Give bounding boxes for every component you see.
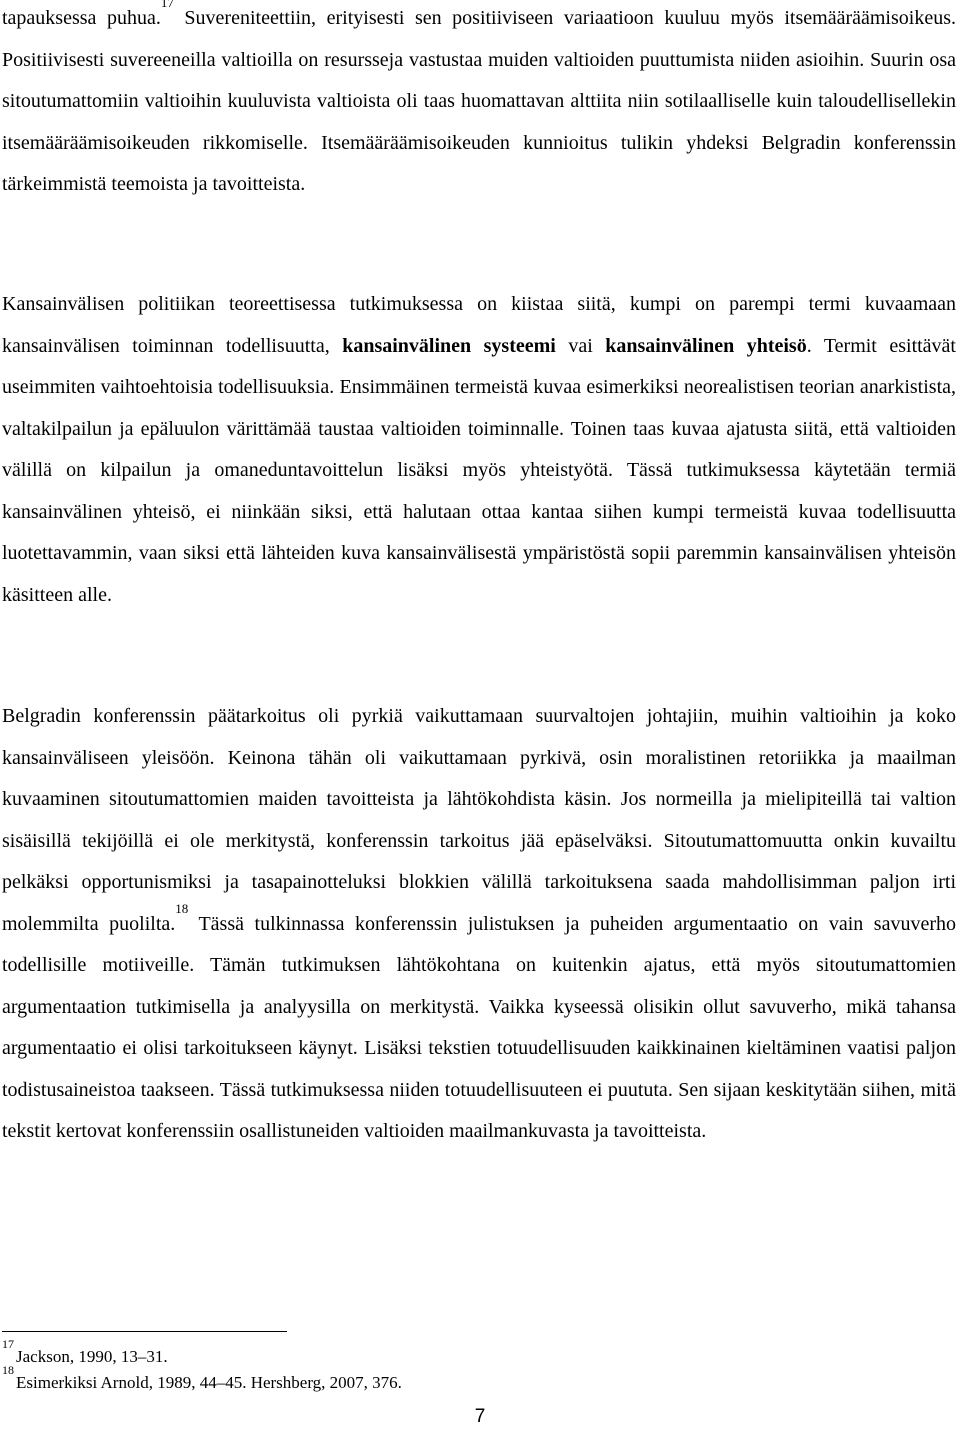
paragraph-text: Suvereniteettiin, erityisesti sen positiiviseen variaatioon kuuluu myös itsemääräämisoikeus. Positiivisesti suvereeneilla valtioilla on resursseja vastustaa muiden valtioiden puuttumista niiden asioihin. Suurin osa sitoutumattomiin valtioihin kuuluvista valtioista oli taas huomattavan alttiita niin sotilaalliselle kuin taloudellisellekin itsemääräämisoikeuden rikkomiselle. Itsemääräämisoikeuden kunnioitus tulikin yhdeksi Belgradin konferenssin tärkeimmistä teemoista ja tavoitteista. (2, 7, 956, 195)
footnote-reference-18[interactable]: 18 (175, 900, 189, 916)
paragraph-text: Tässä tulkinnassa konferenssin julistuksen ja puheiden argumentaatio on vain savuverho todellisille motiiveille. Tämän tutkimuksen lähtökohtana on kuitenkin ajatus, että myös sitoutumattomien argumentaation tutkimisella ja analyysilla on merkitystä. Vaikka kyseessä olisikin ollut savuverho, mikä tahansa argumentaatio ei olisi tarkoitukseen käynyt. Lisäksi tekstien totuudellisuuden kaikkinainen kieltäminen vaatisi paljon todistusaineistoa taakseen. Tässä tutkimuksessa niiden totuudellisuuteen ei puututa. Sen sijaan keskitytään siihen, mitä tekstit kertovat konferenssiin osallistuneiden valtioiden maailmankuvasta ja tavoitteista. (2, 912, 956, 1142)
footnote-text: Jackson, 1990, 13–31. (16, 1347, 168, 1366)
bold-term-international-system: kansainvälinen systeemi (342, 334, 556, 357)
paragraph-text: vai (555, 334, 606, 357)
page-number: 7 (474, 1406, 486, 1427)
footnote-17 (2, 1337, 402, 1370)
body-paragraph-1 (2, 0, 956, 206)
footnote-number: 18 (2, 1363, 14, 1378)
paragraph-text: Kansainvälisen politiikan teoreettisessa tutkimuksessa on kiistaa siitä, kumpi on parempi termi kuvaamaan kansainvälisen toiminnan todellisuutta, (2, 293, 956, 357)
footnotes (2, 1337, 402, 1396)
footnote-number: 17 (2, 1337, 14, 1352)
footnote-reference-17[interactable]: 17 (160, 0, 174, 11)
body-paragraph-2 (2, 284, 956, 616)
paragraph-text: tapauksessa puhua. (2, 7, 161, 29)
footnote-18 (2, 1363, 402, 1396)
bold-term-international-community: kansainvälinen yhteisö (605, 334, 807, 357)
body-paragraph-3 (2, 696, 956, 1153)
footnote-text: Esimerkiksi Arnold, 1989, 44–45. Hershberg, 2007, 376. (16, 1373, 402, 1392)
paragraph-text: Belgradin konferenssin päätarkoitus oli pyrkiä vaikuttamaan suurvaltojen johtajiin, muihin valtioihin ja koko kansainväliseen yleisöön. Keinona tähän oli vaikuttamaan pyrkivä, osin moralistinen retoriikka ja maailman kuvaaminen sitoutumattomien maiden tavoitteista ja lähtökohdista käsin. Jos normeilla ja mielipiteillä tai valtion sisäisillä tekijöillä ei ole merkitystä, konferenssin tarkoitus jää epäselväksi. Sitoutumattomuutta onkin kuvailtu pelkäksi opportunismiksi ja tasapainotteluksi blokkien välillä tarkoituksena saada mahdollisimman paljon irti molemmilta puolilta. (2, 705, 956, 935)
footnote-separator (2, 1331, 287, 1332)
paragraph-text: . Termit esittävät useimmiten vaihtoehtoisia todellisuuksia. Ensimmäinen termeistä kuvaa esimerkiksi neorealistisen teorian anarkistista, valtakilpailun ja epäluulon värittämää taustaa valtioiden toiminnalle. Toinen taas kuvaa ajatusta siitä, että valtioiden välillä on kilpailun ja omaneduntavoittelun lisäksi myös yhteistyötä. Tässä tutkimuksessa käytetään termiä kansainvälinen yhteisö, ei niinkään siksi, että halutaan ottaa kantaa siihen kumpi termeistä kuvaa todellisuutta luotettavammin, vaan siksi että lähteiden kuva kansainvälisestä ympäristöstä sopii paremmin kansainvälisen yhteisön käsitteen alle. (2, 334, 956, 606)
